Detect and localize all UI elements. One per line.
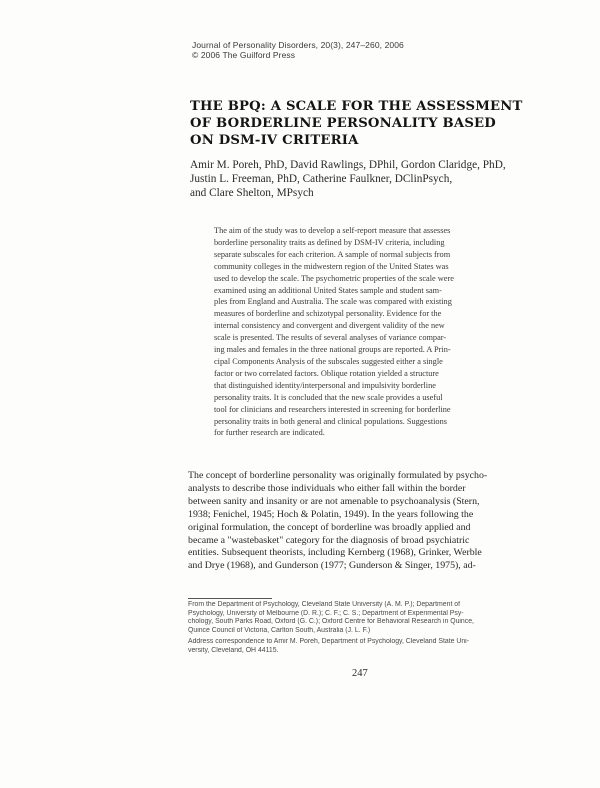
footnote-line: Psychology, University of Melbourne (D. R.); C. F.; C. S.; Department of Experimental Psy- — [188, 609, 464, 617]
author-line: Amir M. Poreh, PhD, David Rawlings, DPhil, Gordon Claridge, PhD, — [190, 159, 506, 171]
abstract-line: The aim of the study was to develop a self-report measure that assesses — [214, 226, 451, 235]
title-line: ON DSM-IV CRITERIA — [190, 133, 359, 148]
article-title — [190, 98, 570, 149]
page-number: 247 — [352, 668, 368, 679]
abstract-line: borderline personality traits as defined by DSM-IV criteria, including — [214, 237, 445, 247]
body-line: entities. Subsequent theorists, including Kernberg (1968), Grinker, Werble — [188, 547, 482, 559]
title-line: THE BPQ: A SCALE FOR THE ASSESSMENT — [190, 99, 523, 114]
abstract-line: used to develop the scale. The psychometric properties of the scale were — [214, 273, 454, 283]
abstract-line: personality traits. It is concluded that the new scale provides a useful — [214, 392, 443, 402]
body-line: The concept of borderline personality was originally formulated by psycho- — [188, 470, 488, 481]
abstract-line: examined using an additional United States sample and student sam- — [214, 285, 442, 295]
body-line: between sanity and insanity or are not amenable to psychoanalysis (Stern, — [188, 495, 480, 507]
footnotes — [188, 601, 550, 656]
footnote-line: From the Department of Psychology, Cleveland State University (A. M. P.); Department of — [188, 601, 461, 608]
abstract-line: for further research are indicated. — [214, 428, 325, 438]
author-list — [190, 158, 570, 200]
body-paragraph — [188, 470, 550, 573]
journal-citation: Journal of Personality Disorders, 20(3), 247–260, 2006 — [192, 40, 404, 50]
footnote-line: Quince Council of Victoria, Carlton South, Australia (J. L. F.) — [188, 626, 371, 634]
abstract-line: internal consistency and convergent and divergent validity of the new — [214, 321, 445, 331]
footnote-line: chology, South Parks Road, Oxford (G. C.); Oxford Centre for Behavioral Research in Quince, — [188, 618, 474, 626]
body-line: analysts to describe those individuals who either fall within the border — [188, 482, 466, 494]
body-line: 1938; Fenichel, 1945; Hoch & Polatin, 1949). In the years following the — [188, 508, 474, 520]
abstract-line: ples from England and Australia. The scale was compared with existing — [214, 297, 452, 307]
abstract-line: tool for clinicians and researchers interested in screening for borderline — [214, 404, 451, 414]
author-line: and Clare Shelton, MPsych — [190, 187, 314, 199]
abstract-line: ing males and females in the three national groups are reported. A Prin- — [214, 345, 451, 355]
correspondence-line: Address correspondence to Amir M. Poreh, Department of Psychology, Cleveland State Uni- — [188, 638, 469, 646]
journal-copyright: © 2006 The Guilford Press — [192, 50, 296, 60]
abstract-line: cipal Components Analysis of the subscales suggested either a single — [214, 356, 443, 366]
body-line: and Drye (1968), and Gunderson (1977; Gunderson & Singer, 1975), ad- — [188, 560, 476, 572]
abstract-line: scale is presented. The results of several analyses of variance compar- — [214, 333, 447, 343]
abstract-line: community colleges in the midwestern region of the United States was — [214, 261, 449, 271]
footnote-divider — [188, 598, 272, 599]
abstract-line: separate subscales for each criterion. A sample of normal subjects from — [214, 249, 451, 259]
body-line: became a "wastebasket" category for the diagnosis of broad psychiatric — [188, 534, 470, 546]
abstract-line: factor or two correlated factors. Oblique rotation yielded a structure — [214, 368, 439, 378]
abstract-line: that distinguished identity/interpersonal and impulsivity borderline — [214, 380, 436, 390]
title-line: OF BORDERLINE PERSONALITY BASED — [190, 116, 496, 131]
body-line: original formulation, the concept of borderline was broadly applied and — [188, 521, 471, 533]
abstract-line: measures of borderline and schizotypal personality. Evidence for the — [214, 309, 442, 319]
author-line: Justin L. Freeman, PhD, Catherine Faulkner, DClinPsych, — [190, 173, 453, 185]
abstract-line: personality traits in both general and clinical populations. Suggestions — [214, 416, 447, 426]
correspondence-line: versity, Cleveland, OH 44115. — [188, 646, 279, 654]
abstract — [214, 225, 548, 439]
